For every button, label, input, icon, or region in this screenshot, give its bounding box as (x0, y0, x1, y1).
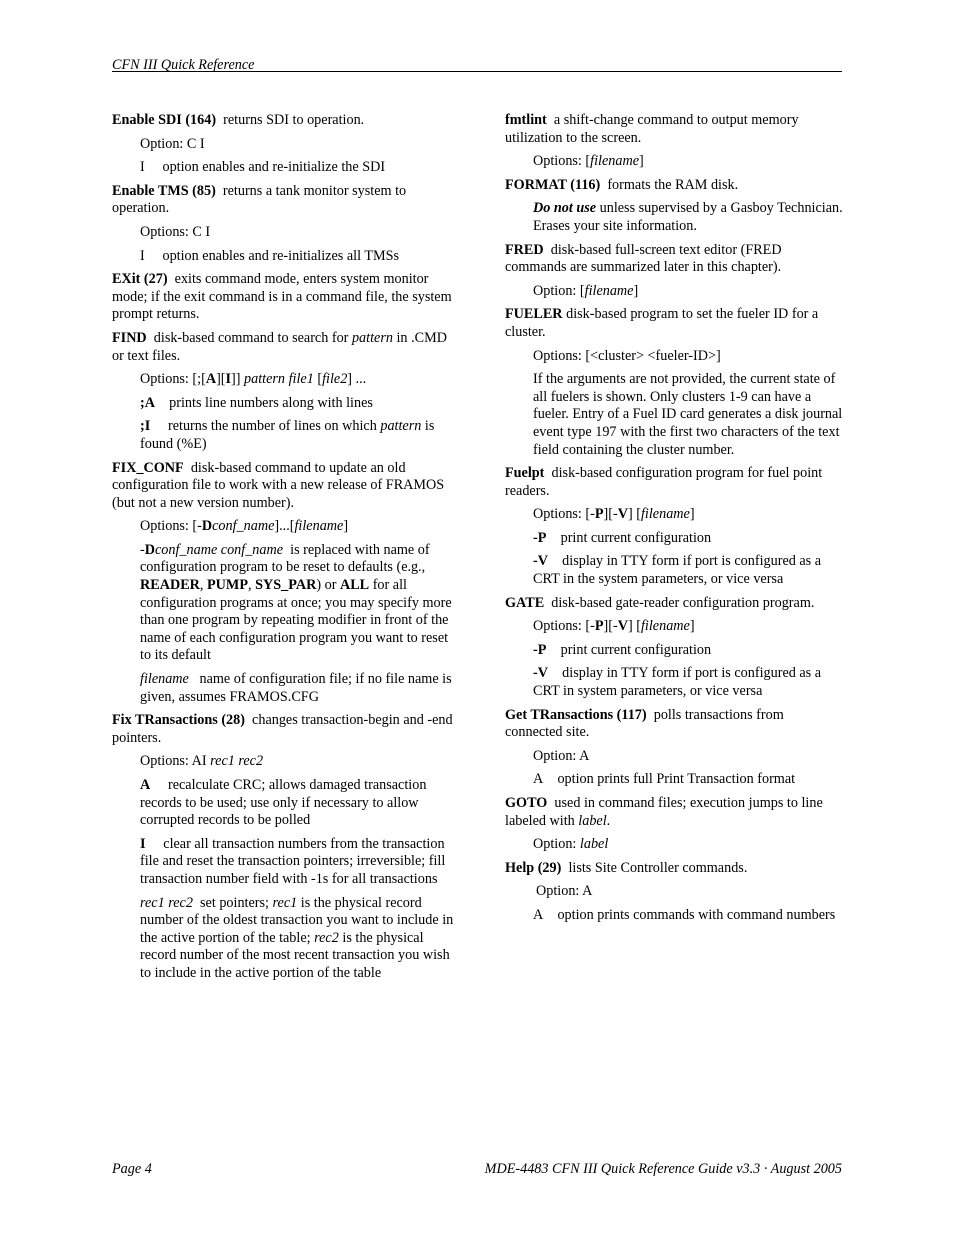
entry-text: polls transactions from connected site. (505, 706, 784, 741)
option-key: -V (533, 665, 548, 682)
option-line (140, 136, 454, 154)
entry-get-transactions (505, 707, 843, 742)
entry-text: exits command mode, enters system monitor mode; if the exit command is in a command file, the system prompt returns. (112, 271, 452, 323)
option-key: A (140, 777, 151, 793)
option-text: ][- (603, 618, 618, 635)
entry-fred (505, 242, 843, 277)
option-desc-text: name of configuration file; if no file name is given, assumes FRAMOS.CFG (140, 671, 452, 705)
option-desc-text: option enables and re-initializes all TMSs (162, 247, 400, 264)
option-text: Option: C I (140, 135, 205, 152)
entry-text: lists Site Controller commands. (568, 859, 748, 876)
option-desc-text: returns the number of lines on which (167, 418, 377, 435)
entry-heading: fmtlint (505, 112, 547, 128)
option-text: Options: [ (533, 153, 591, 170)
option-desc-text: option enables and re-initialize the SDI (162, 159, 386, 176)
option-key: D (144, 541, 155, 558)
entry-text-italic: label (578, 812, 607, 829)
option-text: ][ (216, 371, 226, 388)
entry-heading: GOTO (505, 795, 548, 811)
option-text: ] (343, 518, 349, 535)
header-title: CFN III Quick Reference (112, 57, 255, 73)
entry-help (505, 860, 843, 878)
option-flag: A (205, 371, 217, 388)
option-text: ]...[ (274, 518, 295, 535)
warning-note (533, 200, 843, 235)
footer-page-number (112, 1160, 152, 1178)
option-text: Options: C I (140, 223, 211, 240)
option-line (140, 224, 454, 242)
entry-text: disk-based program to set the fueler ID for a cluster. (505, 306, 819, 340)
entry-text: changes transaction-begin and -end pointers. (112, 712, 453, 746)
entry-goto (505, 795, 843, 830)
entry-text: . (606, 812, 611, 829)
warning-text: unless supervised by a Gasboy Technician. Erases your site information. (533, 200, 843, 234)
option-desc (140, 248, 454, 266)
option-arg: filename (640, 618, 690, 635)
option-desc (140, 395, 454, 413)
option-desc (140, 159, 454, 177)
option-desc-text: is found (%E) (140, 418, 435, 452)
entry-heading: Enable SDI (164) (112, 112, 217, 128)
option-flag: V (617, 618, 628, 635)
option-key: I (140, 247, 145, 264)
option-desc-text: recalculate CRC; allows damaged transaction records to be used; use only if necessary to allow corrupted records to be polled (140, 777, 427, 829)
option-desc-text: is the physical record number of the oldest transaction you want to include in the active portion of the table; (140, 894, 454, 946)
option-text: Options: [- (533, 506, 595, 523)
option-desc-text: set pointers; (200, 894, 269, 911)
option-desc-bold: READER (140, 577, 200, 594)
option-line (533, 748, 843, 766)
option-key: - (140, 541, 145, 558)
entry-format (505, 177, 843, 195)
entry-heading: FIX_CONF (112, 459, 184, 476)
option-line (533, 618, 843, 636)
option-arg: file2 (322, 371, 348, 388)
option-line (140, 518, 454, 536)
entry-heading: FIND (112, 329, 147, 346)
option-desc-text: is the physical record number of the most recent transaction you wish to include in the active portion of the table (140, 929, 450, 981)
option-desc (533, 553, 843, 588)
entry-heading: FRED (505, 241, 544, 258)
option-desc-bold: ALL (339, 577, 370, 594)
warning-emphasis: Do not use (533, 200, 597, 217)
entry-text-italic: pattern (351, 329, 393, 346)
option-desc (140, 671, 454, 706)
option-text: Options: [- (533, 618, 595, 635)
option-desc-text: , (248, 577, 252, 594)
entry-text: a shift-change command to output memory utilization to the screen. (505, 112, 799, 146)
entry-heading: Get TRansactions (117) (505, 706, 647, 723)
page-number: Page 4 (112, 1161, 152, 1177)
option-desc-text: option prints full Print Transaction format (557, 771, 796, 788)
option-desc-text: option prints commands with command numbers (557, 906, 836, 923)
option-flag: D (201, 518, 213, 535)
option-desc-text: clear all transaction numbers from the transaction file and reset the transaction pointers; irreversible; fill transaction number field with -1s for all transactions (140, 835, 446, 887)
option-desc-text: If the arguments are not provided, the current state of all fuelers is shown. Only clusters 1-9 can have a fueler. Entry of a Fuel ID card generates a disk journal event type 197 with the first two characters of the text field containing the cluster number. (533, 371, 843, 458)
option-desc (533, 665, 843, 700)
option-key: -P (533, 529, 547, 546)
option-text: Options: [;[ (140, 371, 206, 388)
option-desc-italic: rec1 (272, 894, 298, 911)
option-text: ] [ (627, 506, 641, 523)
option-line (536, 883, 843, 901)
option-desc-italic: rec2 (314, 929, 339, 946)
option-line (533, 348, 843, 366)
document-id: MDE-4483 CFN III Quick Reference Guide v3.3 · August 2005 (484, 1161, 842, 1177)
option-flag: P (594, 506, 604, 523)
option-desc (140, 777, 454, 830)
option-text: ][- (603, 506, 618, 523)
option-desc-text: is replaced with name of configuration program to be reset to defaults (e.g., (140, 541, 430, 576)
option-text: Options: AI (140, 753, 207, 770)
entry-heading: EXit (27) (112, 271, 168, 288)
option-text: Option: [ (533, 282, 585, 299)
entry-heading: Help (29) (505, 859, 562, 876)
option-text: Option: (533, 836, 577, 853)
option-desc-text: display in TTY form if port is configured as a CRT in the system parameters, or vice versa (533, 553, 822, 588)
left-column (112, 112, 454, 989)
entry-fmtlint (505, 112, 843, 147)
option-desc-text: display in TTY form if port is configured as a CRT in system parameters, or vice versa (533, 665, 822, 700)
option-text: ] (689, 506, 695, 523)
option-desc-bold: PUMP (207, 577, 248, 594)
option-key: A (533, 771, 544, 788)
option-text: Option: A (536, 883, 593, 900)
option-desc (140, 542, 454, 665)
option-desc (533, 530, 843, 548)
option-line (533, 283, 843, 301)
entry-enable-sdi (112, 112, 454, 130)
option-line (533, 506, 843, 524)
option-arg: filename (590, 153, 640, 170)
option-line (533, 153, 843, 171)
running-header (112, 56, 842, 72)
entry-enable-tms (112, 183, 454, 218)
entry-text: returns SDI to operation. (223, 112, 365, 128)
footer-doc-info (485, 1160, 842, 1178)
option-line (533, 836, 843, 854)
entry-text: disk-based command to search for (153, 329, 349, 346)
entry-text: disk-based configuration program for fuel point readers. (505, 465, 823, 499)
right-column (505, 112, 843, 931)
option-desc-bold: SYS_PAR (255, 577, 317, 594)
option-arg: pattern file1 (244, 371, 314, 388)
option-text: Option: A (533, 747, 590, 764)
option-desc (140, 418, 454, 453)
option-key: I (140, 835, 146, 852)
option-key: -V (533, 553, 548, 570)
option-line (140, 371, 454, 389)
option-desc (533, 371, 843, 459)
option-desc (140, 895, 454, 983)
option-desc (140, 836, 454, 889)
option-desc-text: , (199, 577, 204, 594)
option-text: [ (317, 371, 323, 388)
entry-heading: FUELER (505, 306, 563, 323)
option-arg: filename (640, 506, 690, 523)
entry-heading: Fuelpt (505, 465, 545, 482)
option-arg: rec1 rec2 (210, 753, 264, 770)
entry-text: formats the RAM disk. (607, 176, 739, 193)
option-desc-text: ) or (316, 577, 337, 594)
option-arg: filename (584, 282, 634, 299)
option-desc (533, 771, 843, 789)
option-key: -P (533, 641, 547, 658)
option-desc-text: print current configuration (560, 641, 712, 658)
option-desc (533, 642, 843, 660)
option-text: ] (689, 618, 695, 635)
option-arg: conf_name (212, 518, 275, 535)
entry-fix-conf (112, 460, 454, 513)
entry-text: disk-based full-screen text editor (FRED commands are summarized later in this chapter). (505, 241, 782, 276)
entry-heading: Fix TRansactions (28) (112, 712, 245, 729)
option-desc-text: print current configuration (560, 529, 712, 546)
entry-heading: Enable TMS (85) (112, 182, 216, 199)
entry-text: disk-based command to update an old configuration file to work with a new release of FRAMOS (but not a new version number). (112, 459, 445, 511)
option-flag: V (617, 506, 628, 523)
option-key: rec1 rec2 (140, 894, 193, 911)
option-arg: filename (294, 518, 344, 535)
option-key: I (140, 159, 145, 176)
option-key: ;A (140, 394, 155, 411)
option-text: Options: [<cluster> <fueler-ID>] (533, 347, 721, 364)
option-desc-italic: conf_name conf_name (154, 541, 284, 558)
entry-gate (505, 595, 843, 613)
entry-exit (112, 271, 454, 324)
entry-fix-transactions (112, 712, 454, 747)
option-desc-text: prints line numbers along with lines (169, 394, 373, 411)
option-text: ] [ (627, 618, 641, 635)
entry-find (112, 330, 454, 365)
option-text: ]] (231, 371, 241, 388)
option-flag: P (594, 618, 604, 635)
option-key: filename (140, 671, 189, 688)
option-desc-italic: pattern (380, 418, 422, 435)
entry-heading: GATE (505, 594, 545, 611)
option-text: ] ... (347, 371, 367, 388)
entry-text: disk-based gate-reader configuration program. (551, 594, 815, 611)
option-desc (533, 907, 843, 925)
option-flag: I (225, 371, 232, 388)
option-line (140, 753, 454, 771)
option-key: A (533, 906, 544, 923)
option-key: ;I (140, 418, 151, 435)
entry-text: returns a tank monitor system to operation. (112, 182, 407, 217)
option-text: Options: [- (140, 518, 202, 535)
option-text: ] (633, 282, 639, 299)
option-arg: label (579, 836, 609, 853)
entry-fueler (505, 306, 843, 341)
entry-heading: FORMAT (116) (505, 176, 601, 193)
entry-text: used in command files; execution jumps to line labeled with (505, 795, 823, 829)
option-text: ] (639, 153, 644, 170)
option-desc-text: for all configuration programs at once; you may specify more than one program by repeating modifier in front of the name of each configuration program you want to reset to its default (140, 577, 452, 664)
entry-fuelpt (505, 465, 843, 500)
entry-text: in .CMD or text files. (112, 329, 447, 364)
